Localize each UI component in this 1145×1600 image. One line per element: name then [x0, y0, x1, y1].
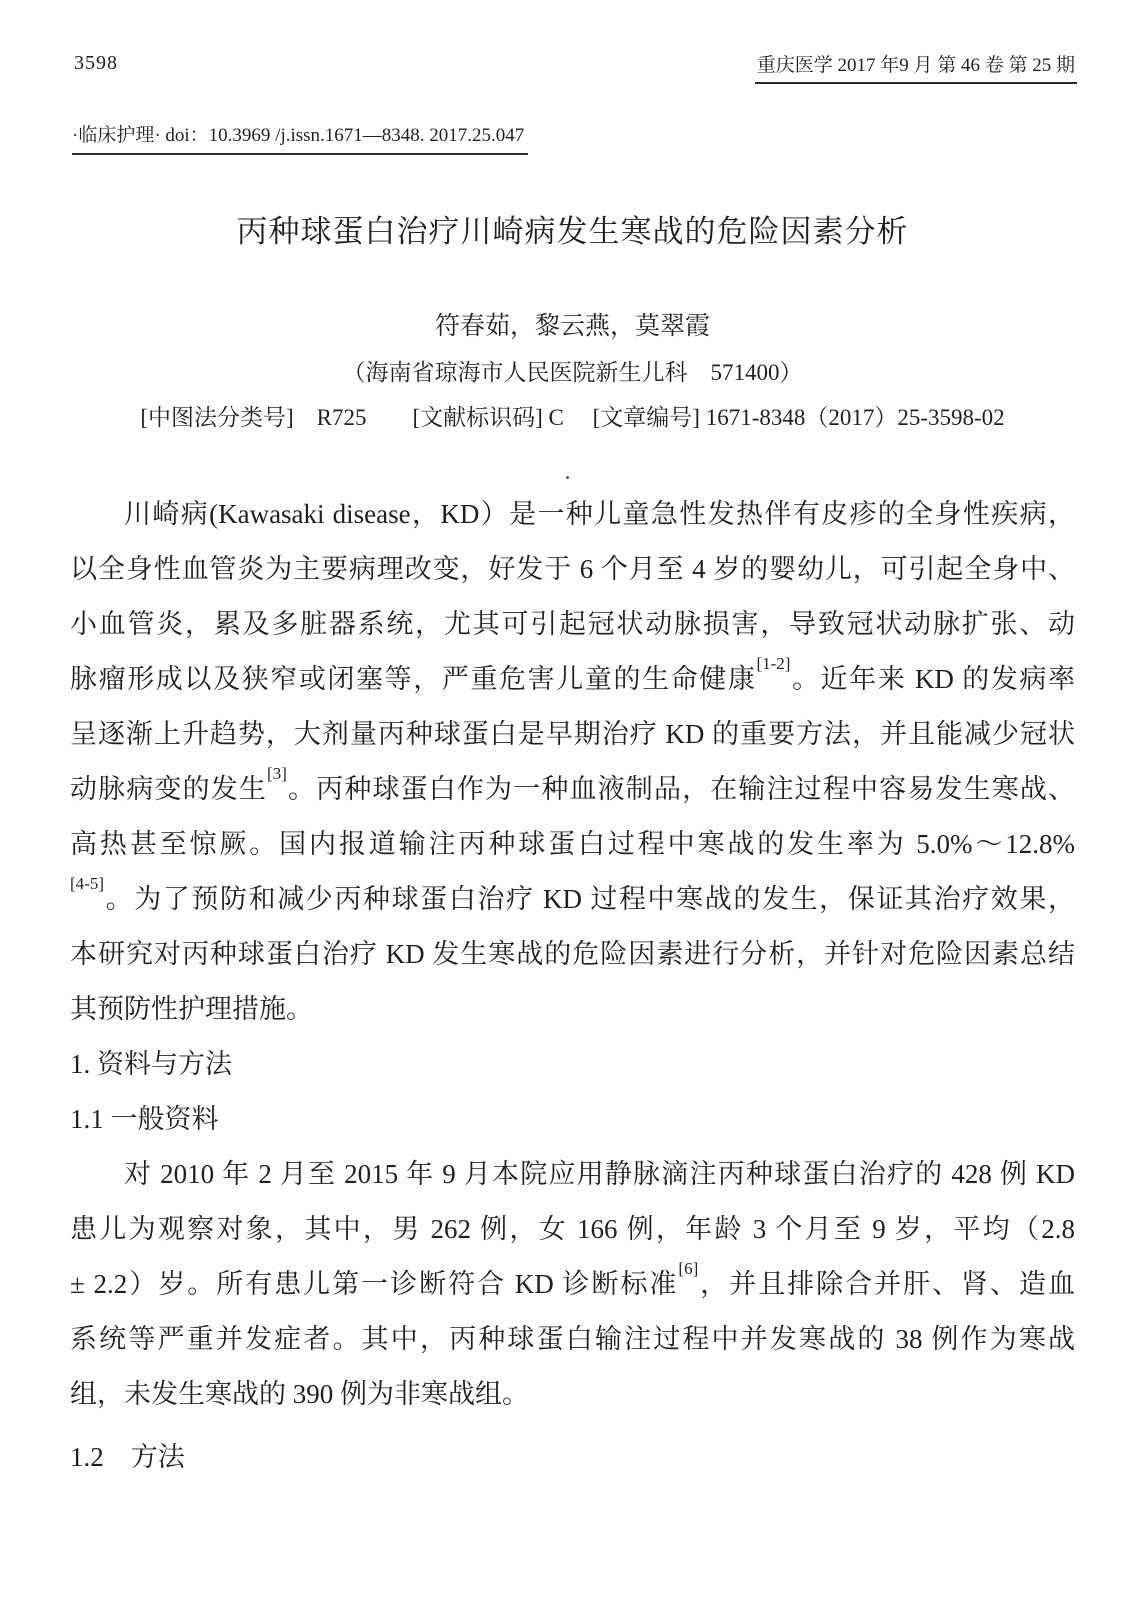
- section-heading-1-1: 1.1 一般资料: [70, 1104, 219, 1134]
- text-line: 系统等严重并发症者。其中，丙种球蛋白输注过程中并发寒战的 38 例作为寒战: [70, 1324, 1075, 1354]
- text-line: [4-5]。为了预防和减少丙种球蛋白治疗 KD 过程中寒战的发生，保证其治疗效果，: [70, 873, 1075, 914]
- text-line: 患儿为观察对象，其中，男 262 例，女 166 例，年龄 3 个月至 9 岁，平均（2.8: [70, 1214, 1075, 1244]
- text-line: 高热甚至惊厥。国内报道输注丙种球蛋白过程中寒战的发生率为 5.0%～12.8%: [70, 829, 1075, 859]
- text-line: 川崎病(Kawasaki disease，KD）是一种儿童急性发热伴有皮疹的全身性疾病，: [124, 499, 1075, 529]
- journal-header: 重庆医学 2017 年9 月 第 46 卷 第 25 期: [755, 50, 1077, 84]
- text-line: 动脉病变的发生[3]。丙种球蛋白作为一种血液制品，在输注过程中容易发生寒战、: [70, 763, 1075, 804]
- text-line: 脉瘤形成以及狭窄或闭塞等，严重危害儿童的生命健康[1-2]。近年来 KD 的发病率: [70, 653, 1075, 694]
- text-line: ± 2.2）岁。所有患儿第一诊断符合 KD 诊断标准[6]，并且排除合并肝、肾、造血: [70, 1258, 1075, 1299]
- citation-superscript: [4-5]: [70, 873, 104, 893]
- page-number: 3598: [74, 52, 118, 74]
- text-line: 组，未发生寒战的 390 例为非寒战组。: [70, 1379, 529, 1409]
- article-body: [70, 487, 1075, 1485]
- text-line: 其预防性护理措施。: [70, 994, 313, 1024]
- section-heading-1-2: 1.2 方法: [70, 1442, 185, 1472]
- column-doi-line: ·临床护理· doi：10.3969 /j.issn.1671—8348. 2017.25.047: [72, 120, 528, 155]
- citation-superscript: [1-2]: [756, 653, 791, 673]
- text-line: 对 2010 年 2 月至 2015 年 9 月本院应用静脉滴注丙种球蛋白治疗的 428 例 KD: [124, 1159, 1075, 1189]
- article-title: 丙种球蛋白治疗川崎病发生寒战的危险因素分析: [236, 214, 909, 249]
- text-line: 呈逐渐上升趋势，大剂量丙种球蛋白是早期治疗 KD 的重要方法，并且能减少冠状: [70, 719, 1075, 749]
- scan-artifact-dot: [566, 476, 569, 479]
- author-list: 符春茹，黎云燕，莫翠霞: [434, 313, 710, 340]
- text-line: 以全身性血管炎为主要病理改变，好发于 6 个月至 4 岁的婴幼儿，可引起全身中、: [70, 554, 1075, 584]
- citation-superscript: [6]: [678, 1258, 699, 1278]
- affiliation: （海南省琼海市人民医院新生儿科 571400）: [342, 360, 803, 385]
- section-heading-1: 1. 资料与方法: [70, 1049, 232, 1079]
- general-data-paragraph: [70, 1147, 1075, 1422]
- intro-paragraph: [70, 487, 1075, 1037]
- text-line: 本研究对丙种球蛋白治疗 KD 发生寒战的危险因素进行分析，并针对危险因素总结: [70, 939, 1075, 969]
- text-line: 小血管炎，累及多脏器系统，尤其可引起冠状动脉损害，导致冠状动脉扩张、动: [70, 609, 1075, 639]
- citation-superscript: [3]: [267, 763, 287, 783]
- classification-meta-line: [中图法分类号] R725 [文献标识码] C [文章编号] 1671-8348（2017）25-3598-02: [140, 405, 1005, 430]
